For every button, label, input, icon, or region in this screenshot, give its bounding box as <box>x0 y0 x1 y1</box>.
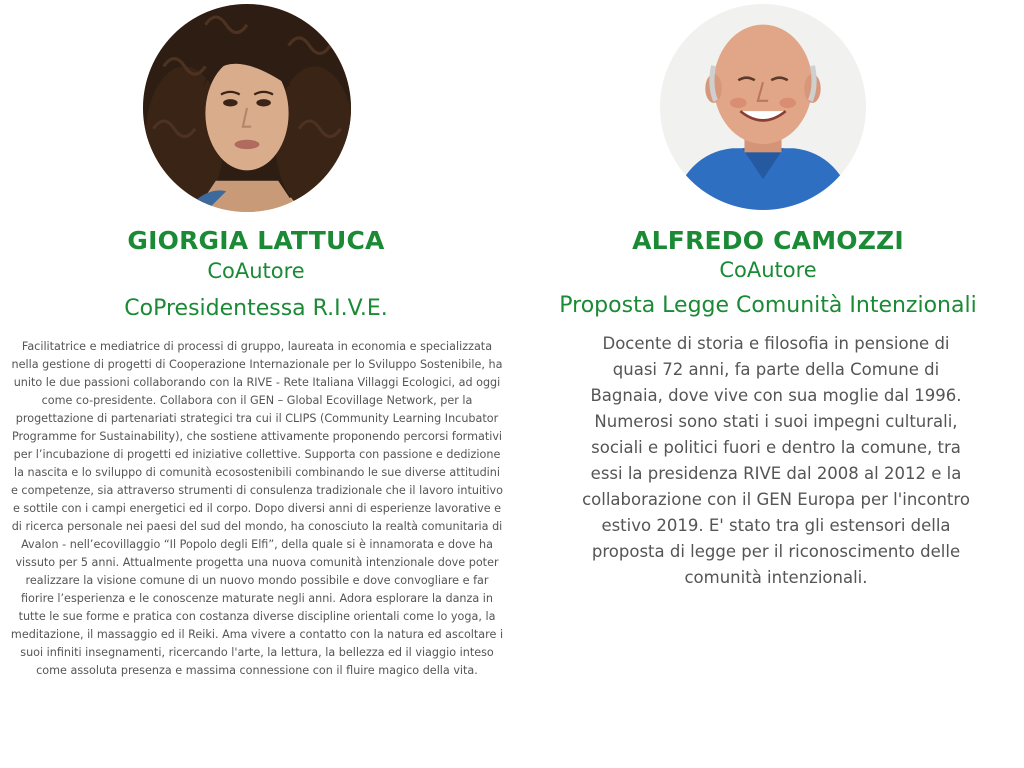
portrait-photo <box>143 4 351 212</box>
profile-bio: Docente di storia e filosofia in pensione di quasi 72 anni, fa parte della Comune di Bagnaia, dove vive con sua moglie dal 1996. Numerosi sono stati i suoi impegni culturali, sociali e politici fuori e dentro la comune, tra essi la presidenza RIVE dal 2008 al 2012 e la collaborazione con il GEN Europa per l'incontro estivo 2019. E' stato tra gli estensori della proposta di legge per il riconoscimento delle comunità intenzionali. <box>582 334 970 587</box>
avatar <box>660 4 866 210</box>
avatar <box>143 4 351 212</box>
profile-name: GIORGIA LATTUCA <box>127 226 385 255</box>
profile-role: CoAutore <box>207 259 305 283</box>
profile-title: CoPresidentessa R.I.V.E. <box>124 296 388 321</box>
portrait-photo <box>660 4 866 210</box>
profile-title: Proposta Legge Comunità Intenzionali <box>559 293 977 318</box>
profile-name: ALFREDO CAMOZZI <box>632 226 904 255</box>
profile-role: CoAutore <box>719 258 817 282</box>
profile-bio: Facilitatrice e mediatrice di processi di gruppo, laureata in economia e specializzata nella gestione di progetti di Cooperazione Internazionale per lo Sviluppo Sostenibile, ha unito le due passioni collaborando con la RIVE - Rete Italiana Villaggi Ecologici, ad oggi come co-presidente. Collabora con il GEN – Global Ecovillage Network, per la progettazione di partenariati strategici tra cui il CLIPS (Community Learning Incubator Programme for Sustainability), che sostiene attivamente proponendo percorsi formativi per l’incubazione di progetti ed iniziative collettive. Supporta con passione e dedizione la nascita e lo sviluppo di comunità ecosostenibili combinando le sue diverse attitudini e competenze, sia attraverso strumenti di consulenza tradizionale che il lavoro intuitivo e sottile con i campi energetici ed il corpo. Dopo diversi anni di esperienze lavorative e di ricerca personale nei paesi del sud del mondo, ha conosciuto la realtà comunitaria di Avalon - nell’ecovillaggio “Il Popolo degli Elfi”, della quale si è innamorata e dove ha vissuto per 5 anni. Attualmente progetta una nuova comunità intenzionale dove poter realizzare la visione comune di un nuovo mondo possibile e dove convogliare e far fiorire l’esperienza e le conoscenze maturate negli anni. Adora esplorare la danza in tutte le sue forme e pratica con costanza diverse discipline orientali come lo yoga, la meditazione, il massaggio ed il Reiki. Ama vivere a contatto con la natura ed ascoltare i suoi infiniti insegnamenti, ricercando l'arte, la lettura, la bellezza ed il viaggio inteso come assoluta presenza e massima connessione con il fluire magico della vita. <box>10 340 504 677</box>
